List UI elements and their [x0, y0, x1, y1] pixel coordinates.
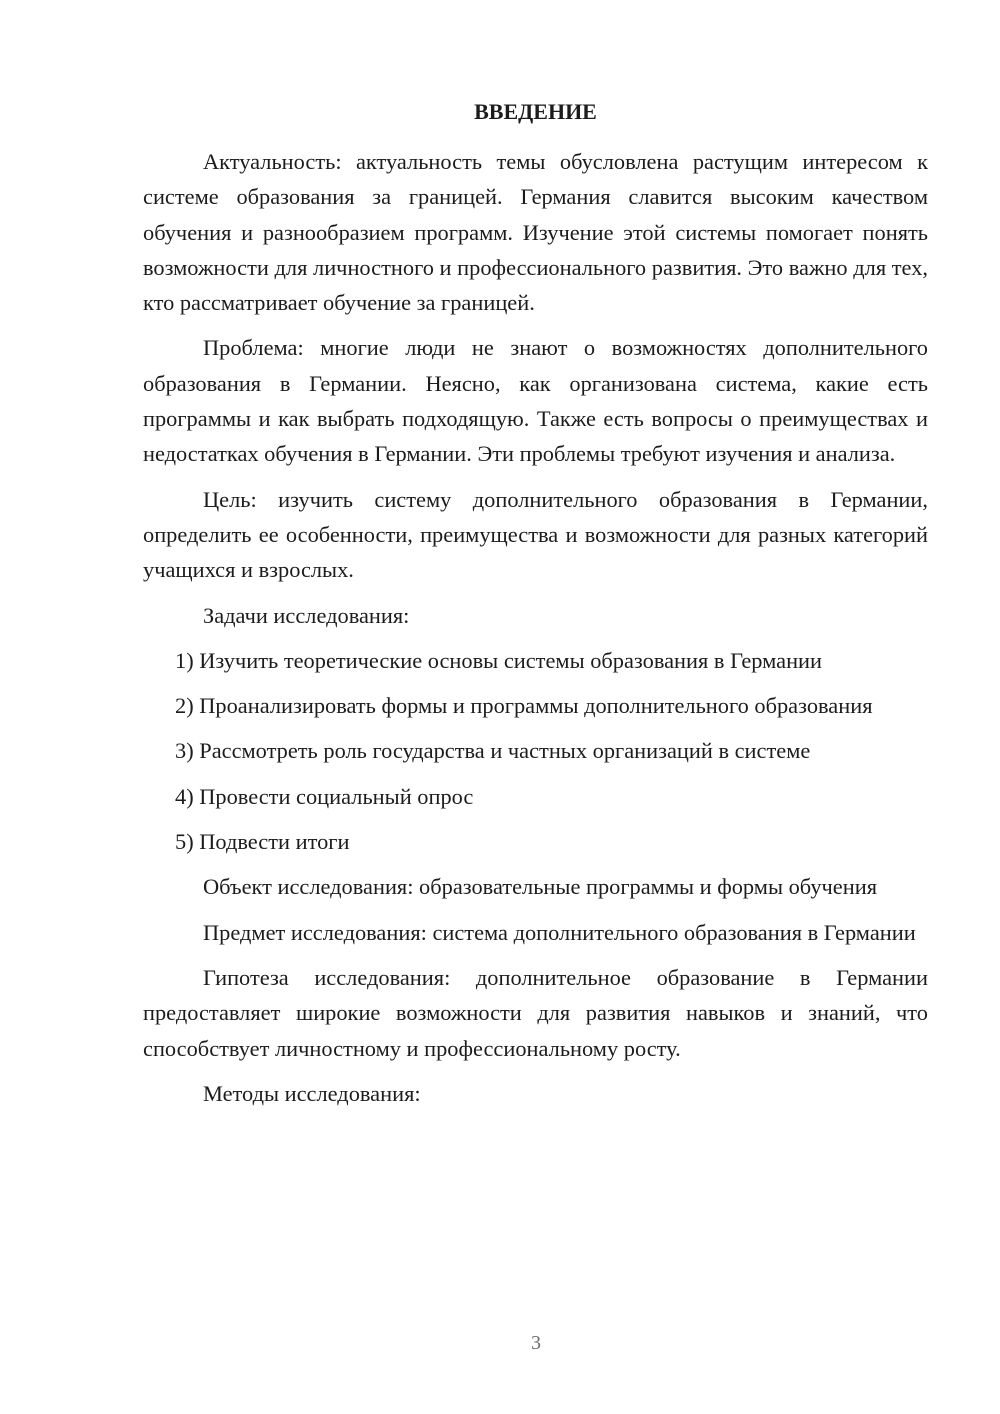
hypothesis-paragraph: Гипотеза исследования: дополнительное образование в Германии предоставляет широкие возможности для развития навыков и знаний, что способствует личностному и профессиональному росту.	[143, 964, 928, 1061]
subject-paragraph: Предмет исследования: система дополнительного образования в Германии	[203, 919, 916, 945]
methods-heading: Методы исследования:	[203, 1080, 421, 1106]
object-paragraph: Объект исследования: образовательные программы и формы обучения	[203, 874, 877, 900]
problem-paragraph: Проблема: многие люди не знают о возможностях дополнительного образования в Германии. Неясно, как организована система, какие есть программы и как выбрать подходящую. Также есть вопросы о преимуществах и недостатках обучения в Германии. Эти проблемы требуют изучения и анализа.	[143, 335, 928, 467]
task-item-5: 5) Подвести итоги	[175, 829, 350, 855]
goal-paragraph: Цель: изучить систему дополнительного образования в Германии, определить ее особенности, преимущества и возможности для разных категорий учащихся и взрослых.	[143, 486, 928, 583]
task-item-1: 1) Изучить теоретические основы системы образования в Германии	[175, 647, 823, 673]
document-body	[143, 144, 928, 1111]
page-number: 3	[531, 1332, 541, 1354]
tasks-heading: Задачи исследования:	[203, 602, 410, 628]
section-title: ВВЕДЕНИЕ	[474, 99, 597, 124]
task-item-3: 3) Рассмотреть роль государства и частных организаций в системе	[175, 738, 811, 764]
task-item-2: 2) Проанализировать формы и программы дополнительного образования	[175, 693, 873, 719]
task-item-4: 4) Провести социальный опрос	[175, 783, 474, 809]
relevance-paragraph: Актуальность: актуальность темы обусловлена растущим интересом к системе образования за границей. Германия славится высоким качеством обучения и разнообразием программ. Изучение этой системы помогает понять возможности для личностного и профессионального развития. Это важно для тех, кто рассматривает обучение за границей.	[143, 149, 928, 316]
